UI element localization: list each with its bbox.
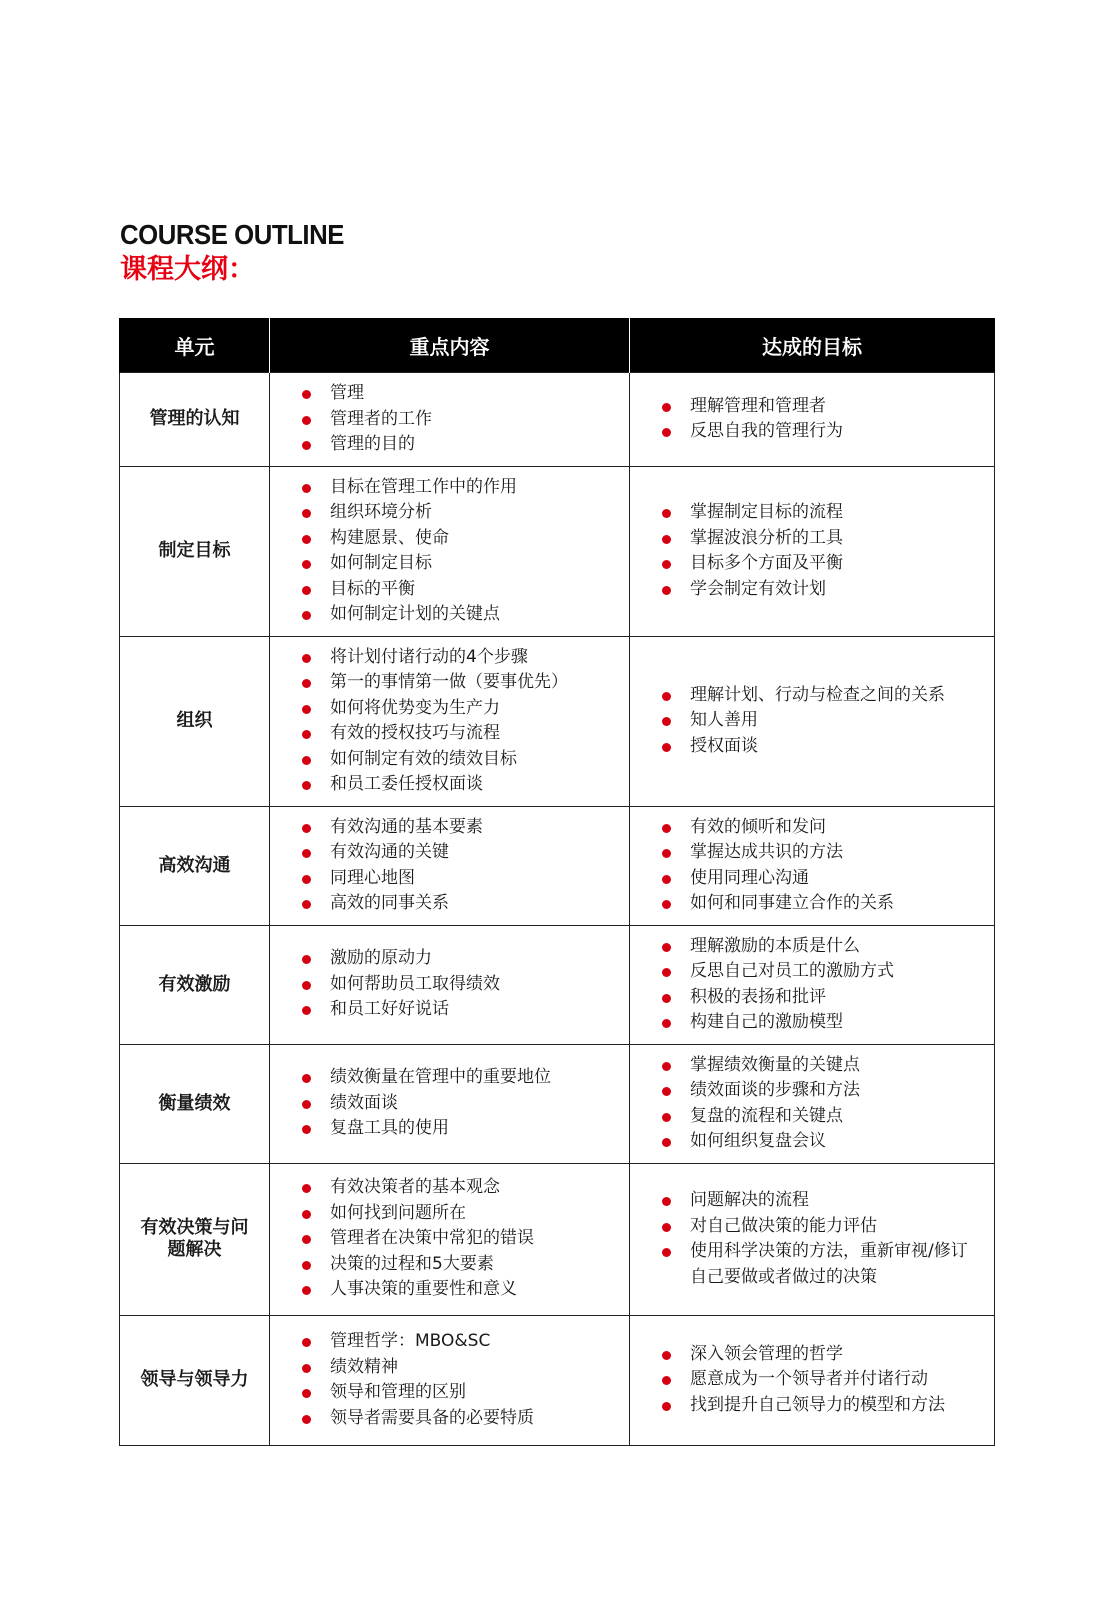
list-item: 如何找到问题所在 <box>302 1201 619 1227</box>
table-row <box>120 466 995 636</box>
table-row <box>120 373 995 467</box>
key-points-cell <box>270 1315 630 1445</box>
table-body <box>120 373 995 1446</box>
list-item: 如何制定计划的关键点 <box>302 602 619 628</box>
list-item: 第一的事情第一做（要事优先） <box>302 670 619 696</box>
list-item: 理解激励的本质是什么 <box>662 934 984 960</box>
list-item: 如何和同事建立合作的关系 <box>662 891 984 917</box>
key-points-cell <box>270 636 630 806</box>
goals-cell <box>630 1163 995 1315</box>
key-points-list <box>280 1175 619 1303</box>
key-points-cell <box>270 1163 630 1315</box>
table-header-row <box>120 318 995 373</box>
list-item: 理解计划、行动与检查之间的关系 <box>662 683 984 709</box>
unit-cell: 组织 <box>120 636 270 806</box>
list-item: 复盘的流程和关键点 <box>662 1104 984 1130</box>
heading-chinese: 课程大纲： <box>120 254 255 285</box>
list-item: 反思自己对员工的激励方式 <box>662 959 984 985</box>
list-item: 积极的表扬和批评 <box>662 985 984 1011</box>
unit-cell: 领导与领导力 <box>120 1315 270 1445</box>
list-item: 领导者需要具备的必要特质 <box>302 1406 619 1432</box>
unit-cell: 有效决策与问题解决 <box>120 1163 270 1315</box>
list-item: 有效的倾听和发问 <box>662 815 984 841</box>
list-item: 绩效面谈 <box>302 1091 619 1117</box>
goals-list <box>640 394 984 445</box>
key-points-list <box>280 1329 619 1431</box>
key-points-cell <box>270 466 630 636</box>
list-item: 管理者的工作 <box>302 407 619 433</box>
list-item: 将计划付诸行动的4个步骤 <box>302 645 619 671</box>
list-item: 掌握制定目标的流程 <box>662 500 984 526</box>
key-points-cell <box>270 373 630 467</box>
table-row <box>120 925 995 1044</box>
goals-list <box>640 815 984 917</box>
column-header-goals: 达成的目标 <box>630 318 995 373</box>
unit-cell: 管理的认知 <box>120 373 270 467</box>
table-row <box>120 1163 995 1315</box>
heading-english: COURSE OUTLINE <box>120 219 344 250</box>
list-item: 掌握绩效衡量的关键点 <box>662 1053 984 1079</box>
list-item: 人事决策的重要性和意义 <box>302 1277 619 1303</box>
list-item: 如何将优势变为生产力 <box>302 696 619 722</box>
list-item: 管理 <box>302 381 619 407</box>
list-item: 如何制定有效的绩效目标 <box>302 747 619 773</box>
goals-cell <box>630 1315 995 1445</box>
key-points-list <box>280 645 619 798</box>
key-points-list <box>280 1065 619 1142</box>
list-item: 管理者在决策中常犯的错误 <box>302 1226 619 1252</box>
column-header-unit: 单元 <box>120 318 270 373</box>
key-points-cell <box>270 925 630 1044</box>
list-item: 反思自我的管理行为 <box>662 419 984 445</box>
goals-cell <box>630 373 995 467</box>
list-item: 管理哲学：MBO&SC <box>302 1329 619 1355</box>
list-item: 目标多个方面及平衡 <box>662 551 984 577</box>
column-header-key-points: 重点内容 <box>270 318 630 373</box>
key-points-cell <box>270 1044 630 1163</box>
list-item: 目标在管理工作中的作用 <box>302 475 619 501</box>
unit-cell: 制定目标 <box>120 466 270 636</box>
list-item: 深入领会管理的哲学 <box>662 1342 984 1368</box>
course-outline-table <box>119 318 995 1446</box>
list-item: 掌握波浪分析的工具 <box>662 526 984 552</box>
list-item: 有效沟通的关键 <box>302 840 619 866</box>
goals-cell <box>630 925 995 1044</box>
list-item: 找到提升自己领导力的模型和方法 <box>662 1393 984 1419</box>
unit-cell: 高效沟通 <box>120 806 270 925</box>
list-item: 使用科学决策的方法，重新审视/修订自己要做或者做过的决策 <box>662 1239 984 1290</box>
goals-list <box>640 1188 984 1290</box>
goals-cell <box>630 806 995 925</box>
list-item: 理解管理和管理者 <box>662 394 984 420</box>
list-item: 授权面谈 <box>662 734 984 760</box>
list-item: 决策的过程和5大要素 <box>302 1252 619 1278</box>
list-item: 有效的授权技巧与流程 <box>302 721 619 747</box>
list-item: 绩效精神 <box>302 1355 619 1381</box>
list-item: 和员工委任授权面谈 <box>302 772 619 798</box>
list-item: 激励的原动力 <box>302 946 619 972</box>
list-item: 掌握达成共识的方法 <box>662 840 984 866</box>
list-item: 愿意成为一个领导者并付诸行动 <box>662 1367 984 1393</box>
list-item: 如何制定目标 <box>302 551 619 577</box>
goals-cell <box>630 636 995 806</box>
unit-cell: 有效激励 <box>120 925 270 1044</box>
list-item: 有效决策者的基本观念 <box>302 1175 619 1201</box>
goals-cell <box>630 1044 995 1163</box>
goals-list <box>640 683 984 760</box>
key-points-list <box>280 381 619 458</box>
goals-list <box>640 934 984 1036</box>
key-points-list <box>280 475 619 628</box>
list-item: 如何帮助员工取得绩效 <box>302 972 619 998</box>
list-item: 构建自己的激励模型 <box>662 1010 984 1036</box>
list-item: 有效沟通的基本要素 <box>302 815 619 841</box>
goals-list <box>640 500 984 602</box>
key-points-list <box>280 815 619 917</box>
list-item: 同理心地图 <box>302 866 619 892</box>
list-item: 绩效衡量在管理中的重要地位 <box>302 1065 619 1091</box>
table-row <box>120 806 995 925</box>
list-item: 组织环境分析 <box>302 500 619 526</box>
goals-cell <box>630 466 995 636</box>
key-points-cell <box>270 806 630 925</box>
page-heading <box>120 220 363 288</box>
list-item: 知人善用 <box>662 708 984 734</box>
list-item: 对自己做决策的能力评估 <box>662 1214 984 1240</box>
list-item: 使用同理心沟通 <box>662 866 984 892</box>
list-item: 构建愿景、使命 <box>302 526 619 552</box>
unit-cell: 衡量绩效 <box>120 1044 270 1163</box>
goals-list <box>640 1342 984 1419</box>
list-item: 领导和管理的区别 <box>302 1380 619 1406</box>
key-points-list <box>280 946 619 1023</box>
list-item: 学会制定有效计划 <box>662 577 984 603</box>
goals-list <box>640 1053 984 1155</box>
list-item: 复盘工具的使用 <box>302 1116 619 1142</box>
table-row <box>120 1315 995 1445</box>
list-item: 和员工好好说话 <box>302 997 619 1023</box>
list-item: 高效的同事关系 <box>302 891 619 917</box>
list-item: 问题解决的流程 <box>662 1188 984 1214</box>
list-item: 如何组织复盘会议 <box>662 1129 984 1155</box>
list-item: 管理的目的 <box>302 432 619 458</box>
list-item: 目标的平衡 <box>302 577 619 603</box>
table-row <box>120 1044 995 1163</box>
table-row <box>120 636 995 806</box>
list-item: 绩效面谈的步骤和方法 <box>662 1078 984 1104</box>
